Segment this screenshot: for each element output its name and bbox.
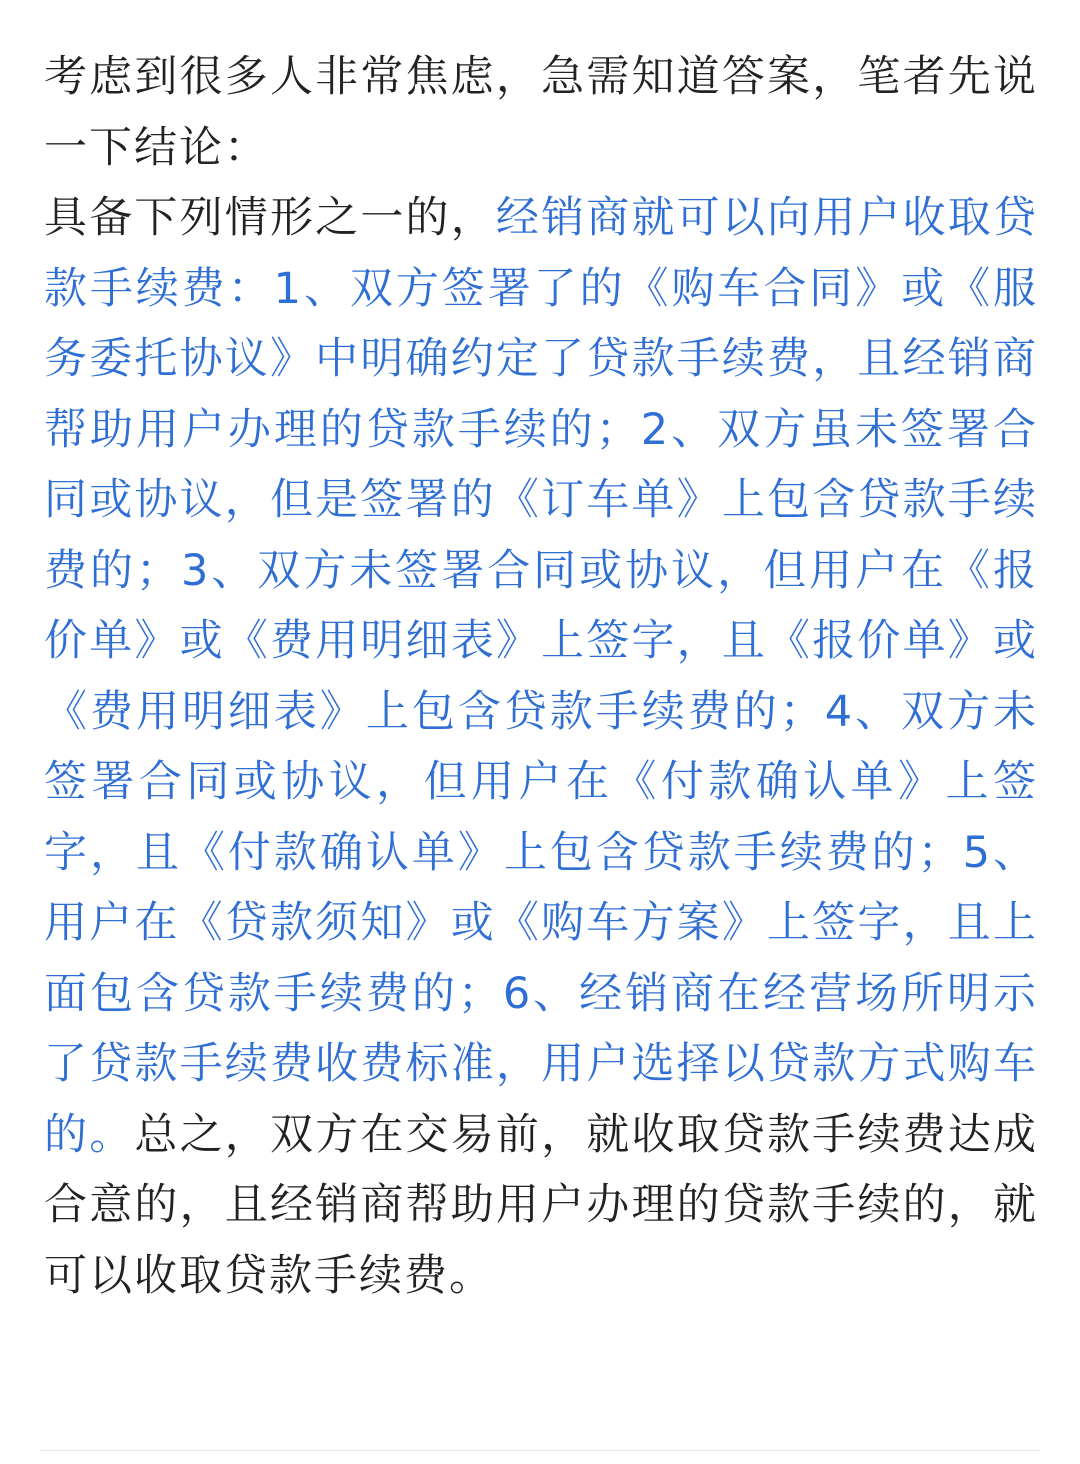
divider-line	[40, 1450, 1040, 1451]
highlighted-conditions: 经销商就可以向用户收取贷款手续费：1、双方签署了的《购车合同》或《服务委托协议》中明确约定了贷款手续费，且经销商帮助用户办理的贷款手续的；2、双方虽未签署合同或协议，但是签署的《订车单》上包含贷款手续费的；3、双方未签署合同或协议，但用户在《报价单》或《费用明细表》上签字，且《报价单》或《费用明细表》上包含贷款手续费的；4、双方未签署合同或协议，但用户在《付款确认单》上签字，且《付款确认单》上包含贷款手续费的；5、用户在《贷款须知》或《购车方案》上签字，且上面包含贷款手续费的；6、经销商在经营场所明示了贷款手续费收费标准，用户选择以贷款方式购车的。	[44, 193, 1039, 1160]
conclusion-text: 总之，双方在交易前，就收取贷款手续费达成合意的，且经销商帮助用户办理的贷款手续的，就可以收取贷款手续费。	[44, 1109, 1039, 1301]
article-body	[44, 42, 1038, 1311]
intro-paragraph: 考虑到很多人非常焦虑，急需知道答案，笔者先说一下结论：	[44, 52, 1038, 173]
lead-text: 具备下列情形之一的，	[44, 193, 496, 243]
conditions-paragraph	[44, 183, 1038, 1311]
